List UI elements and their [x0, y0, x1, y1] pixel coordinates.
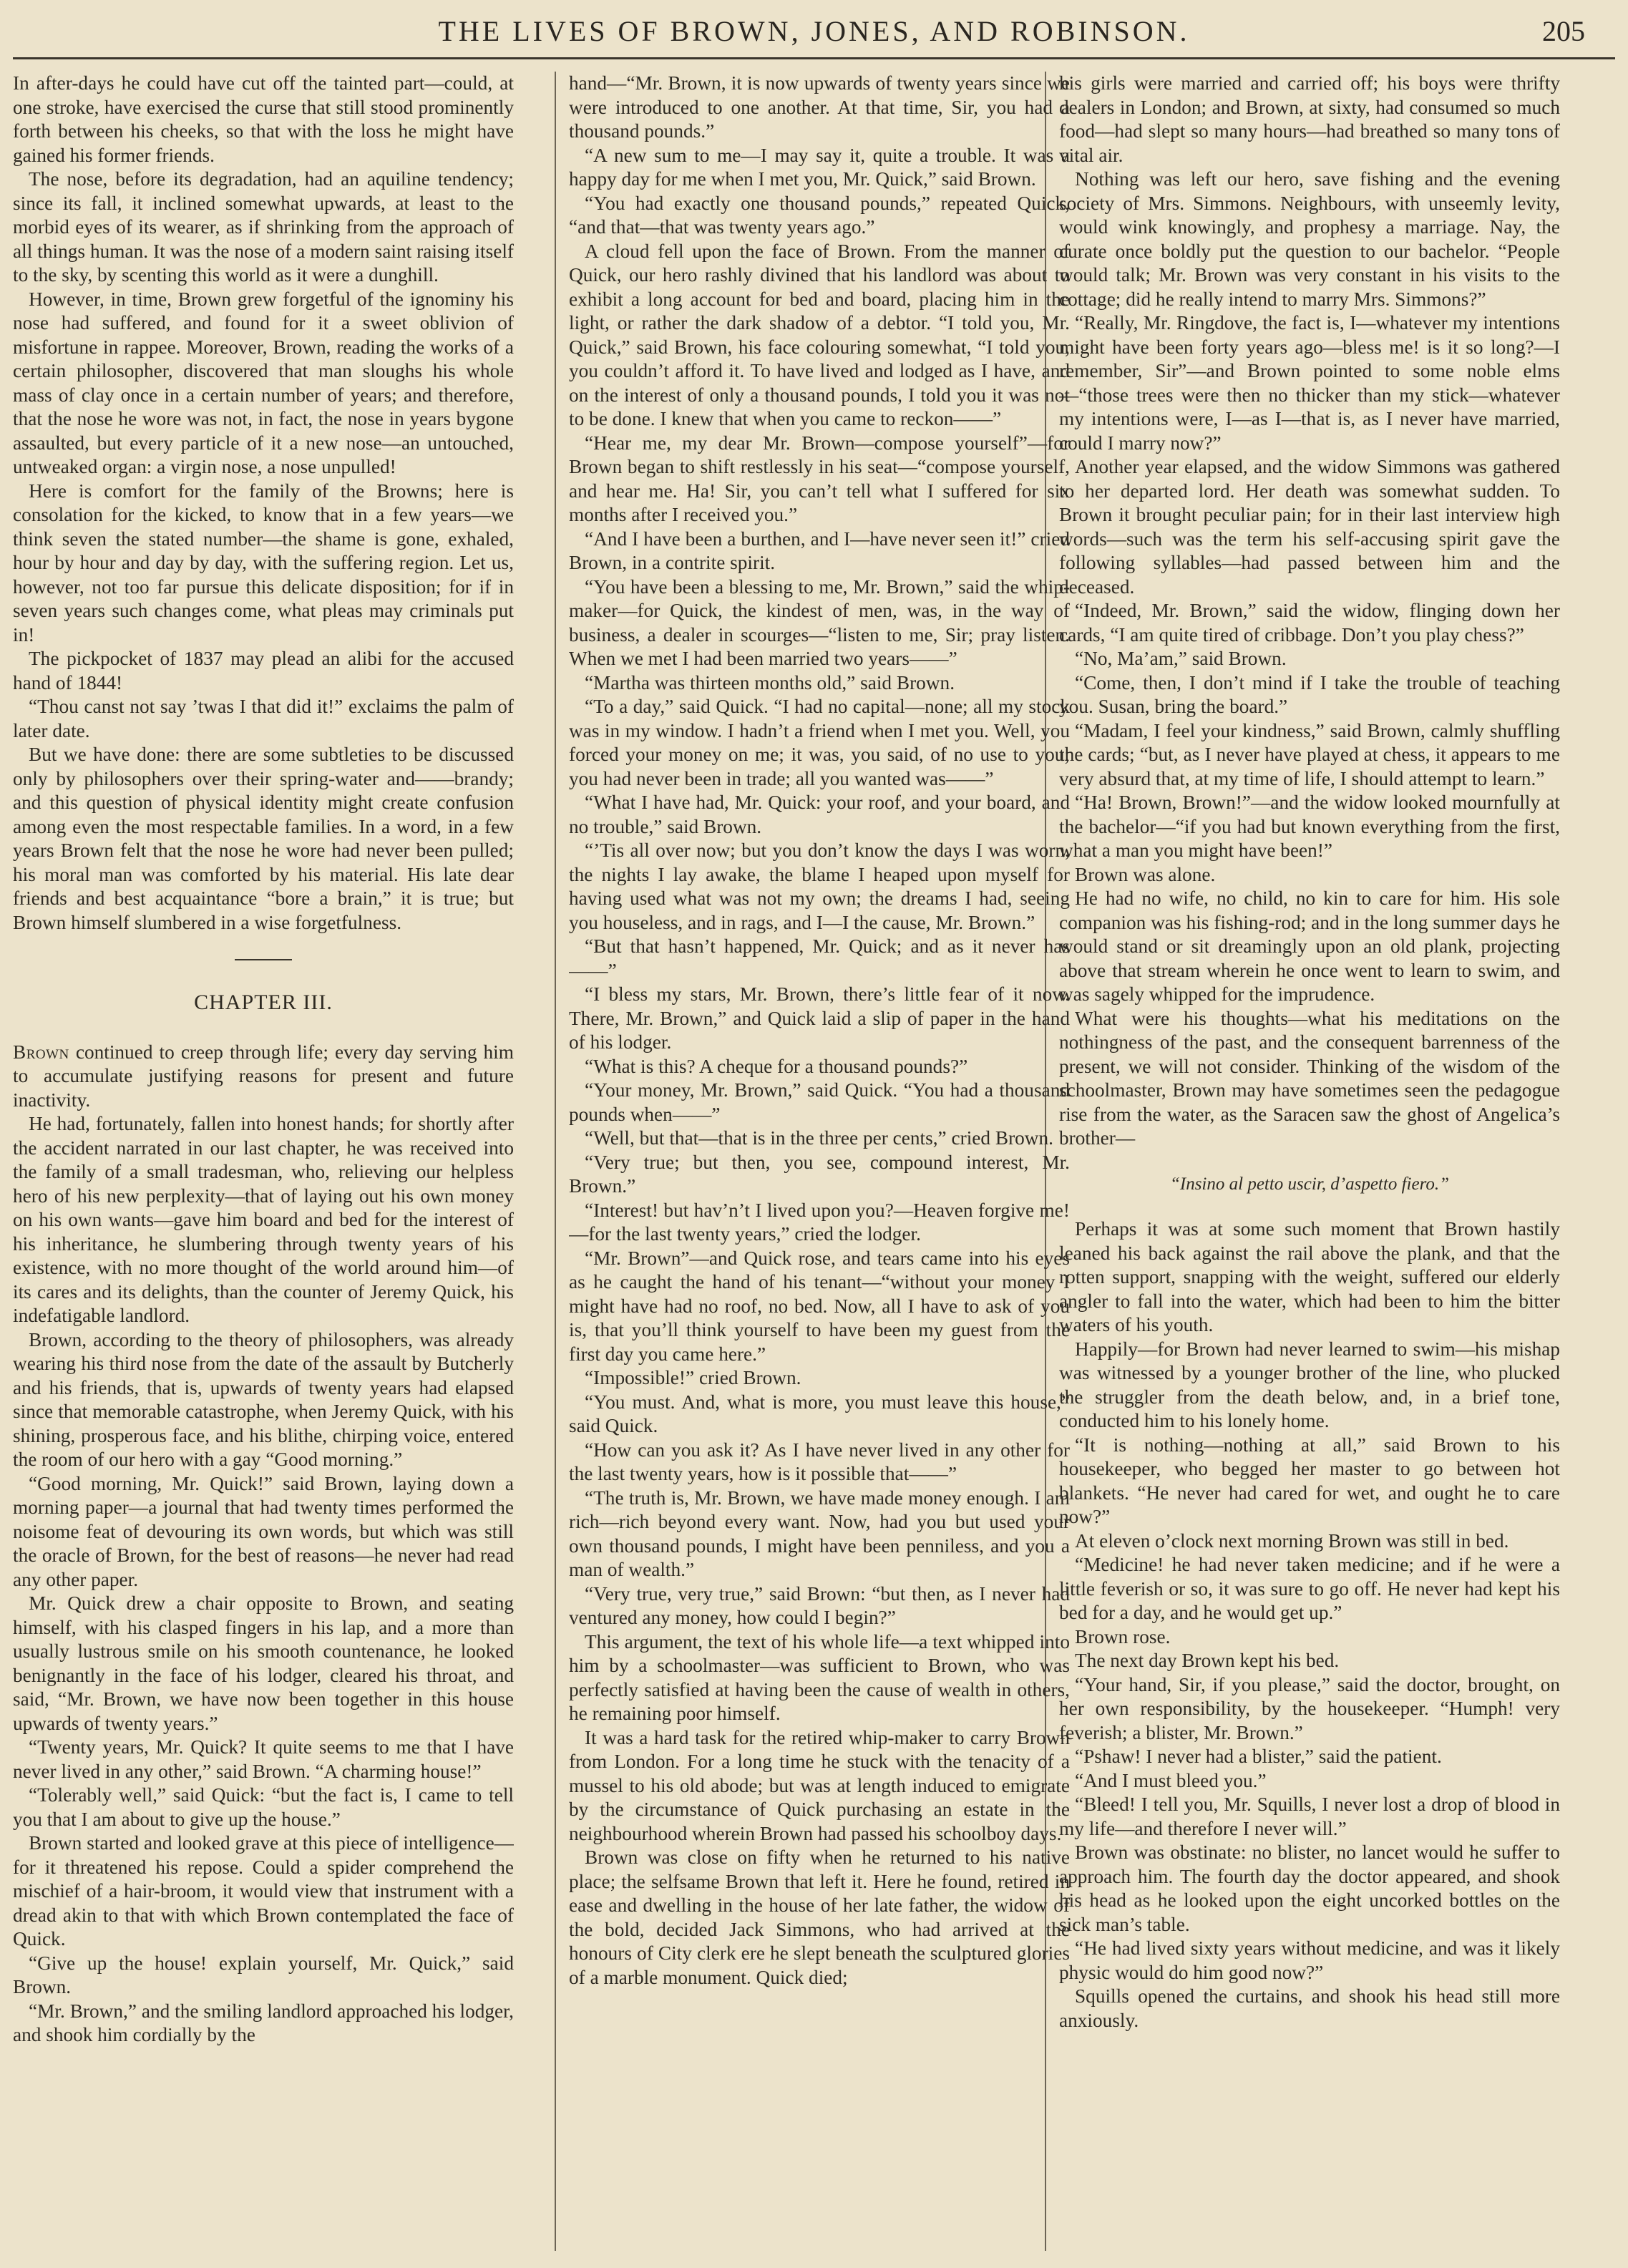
paragraph: He had no wife, no child, no kin to care for him. His sole companion was his fishing-rod; and in the long summer days he would stand or sit dreamingly upon an old plank, projecting above that stream wherein he once went to learn to swim, and was sagely whipped for the imprudence. — [1059, 887, 1560, 1005]
paragraph: “Tolerably well,” said Quick: “but the fact is, I came to tell you that I am about to give up the house.” — [13, 1784, 514, 1830]
paragraph: “To a day,” said Quick. “I had no capital—none; all my stock was in my window. I hadn’t a friend when I met you. Well, you forced your money on me; it was, you said, of no use to you; you had never been in trade; all you wanted was——” — [569, 696, 1070, 789]
paragraph: “Mr. Brown”—and Quick rose, and tears came into his eyes as he caught the hand of his tenant—“without your money I might have had no roof, no bed. Now, all I have to ask of you is, that you’ll think yourself to have been my guest from the first day you came here.” — [569, 1247, 1070, 1365]
paragraph: However, in time, Brown grew forgetful of the ignominy his nose had suffered, and found for it a sweet oblivion of misfortune in rappee. Moreover, Brown, reading the works of a certain philosopher, discovered that man sloughs his whole mass of clay once in a certain number of years; and therefore, that the nose he wore was not, in fact, the nose in years bygone assaulted, but every particle of it a new nose—an untouched, untweaked organ: a virgin nose, a nose unpulled! — [13, 288, 514, 477]
paragraph: “How can you ask it? As I have never lived in any other for the last twenty years, how is it possible that——” — [569, 1439, 1070, 1484]
paragraph: “Impossible!” cried Brown. — [585, 1367, 801, 1388]
paragraph: “Indeed, Mr. Brown,” said the widow, flinging down her cards, “I am quite tired of cribbage. Don’t you play chess?” — [1059, 600, 1560, 646]
paragraph: “But that hasn’t happened, Mr. Quick; and as it never has——” — [569, 935, 1070, 981]
paragraph: Nothing was left our hero, save fishing and the evening society of Mrs. Simmons. Neighbours, with unseemly levity, would wink knowingly, and prophesy a marriage. Nay, the curate once boldly put the question to our bachelor. “People would talk; Mr. Brown was very constant in his visits to the cottage; did he really intend to marry Mrs. Simmons?” — [1059, 168, 1560, 310]
paragraph: This argument, the text of his whole life—a text whipped into him by a schoolmaster—was sufficient to Brown, who was perfectly satisfied at having been the cause of wealth in others, he remaining poor himself. — [569, 1630, 1070, 1724]
paragraph: What were his thoughts—what his meditations on the nothingness of the past, and the consequent barrenness of the present, we will not consider. Thinking of the wisdom of the schoolmaster, Brown may have sometimes seen the pedagogue rise from the water, as the Saracen saw the ghost of Angelica’s brother— — [1059, 1007, 1560, 1149]
column-rule-1 — [555, 72, 556, 2251]
paragraph: But we have done: there are some subtleties to be discussed only by philosophers over their spring-water and——brandy; and this question of physical identity might create confusion among even the most respectable families. In a word, in a few years Brown felt that the nose he wore had never been pulled; his moral man was comforted by his material. His late dear friends and best acquaintance “bore a brain,” it is true; but Brown himself slumbered in a wise forgetfulness. — [13, 744, 514, 933]
paragraph: Brown started and looked grave at this piece of intelligence—for it threatened his repose. Could a spider comprehend the mischief of a hair-broom, it would view that instrument with a dread akin to that with which Brown contemplated the face of Quick. — [13, 1832, 514, 1950]
paragraph: Brown was close on fifty when he returned to his native place; the selfsame Brown that left it. Here he found, retired in ease and dwelling in the house of her late father, the widow of the bold, decided Jack Simmons, who had arrived at the honours of City clerk ere he slept beneath the sculptured glories of a marble monument. Quick died; — [569, 1846, 1070, 1988]
page-number: 205 — [1542, 15, 1585, 47]
paragraph: “And I must bleed you.” — [1075, 1769, 1267, 1791]
paragraph: Perhaps it was at some such moment that Brown hastily leaned his back against the rail above the plank, and that the rotten support, snapping with the weight, suffered our elderly angler to fall into the water, which had been to him the bitter waters of his youth. — [1059, 1218, 1560, 1335]
paragraph: “A new sum to me—I may say it, quite a trouble. It was a happy day for me when I met you, Mr. Quick,” said Brown. — [569, 144, 1070, 190]
paragraph: “Madam, I feel your kindness,” said Brown, calmly shuffling the cards; “but, as I never have played at chess, it appears to me very absurd that, at my time of life, I should attempt to learn.” — [1059, 719, 1560, 789]
paragraph: “Twenty years, Mr. Quick? It quite seems to me that I have never lived in any other,” said Brown. “A charming house!” — [13, 1736, 514, 1782]
paragraph: A cloud fell upon the face of Brown. From the manner of Quick, our hero rashly divined that his landlord was about to exhibit a long account for bed and board, placing him in the light, or rather the dark shadow of a debtor. “I told you, Mr. Quick,” said Brown, his face colouring somewhat, “I told you, you couldn’t afford it. To have lived and lodged as I have, and on the interest of only a thousand pounds, I told you it was not to be done. I knew that when you came to reckon——” — [569, 240, 1070, 429]
paragraph: “You have been a blessing to me, Mr. Brown,” said the whip-maker—for Quick, the kindest of men, was, in the way of business, a dealer in scourges—“listen to me, Sir; pray listen. When we met I had been married two years——” — [569, 575, 1070, 669]
paragraph: “Your money, Mr. Brown,” said Quick. “You had a thousand pounds when——” — [569, 1079, 1070, 1125]
paragraph: “’Tis all over now; but you don’t know the days I was worn, the nights I lay awake, the blame I heaped upon myself for having used what was not my own; the dreams I had, seeing you houseless, and in rags, and I—I the cause, Mr. Brown.” — [569, 839, 1070, 933]
chapter-opening-word: Brown — [13, 1041, 69, 1063]
paragraph: “What I have had, Mr. Quick: your roof, and your board, and no trouble,” said Brown. — [569, 792, 1070, 837]
paragraph: “Ha! Brown, Brown!”—and the widow looked mournfully at the bachelor—“if you had but known everything from the first, what a man you might have been!” — [1059, 792, 1560, 861]
header-rule — [13, 57, 1615, 59]
paragraph: “It is nothing—nothing at all,” said Brown to his housekeeper, who begged her master to go between hot blankets. “He never had cared for wet, and ought he to care now?” — [1059, 1434, 1560, 1527]
text-column-3 — [1059, 72, 1560, 2251]
paragraph: Here is comfort for the family of the Browns; here is consolation for the kicked, to know that in a few years—we think seven the stated number—the shame is gone, exhaled, hour by hour and day by day, with the suffering region. Let us, however, not too far pursue this delicate disposition; for if in seven years such changes come, what pleas may criminals put in! — [13, 480, 514, 646]
paragraph: his girls were married and carried off; his boys were thrifty dealers in London; and Brown, at sixty, had consumed so much food—had slept so many hours—had breathed so many tons of vital air. — [1059, 72, 1560, 166]
paragraph: “Very true, very true,” said Brown: “but then, as I never had ventured any money, how could I begin?” — [569, 1582, 1070, 1628]
paragraph: Brown, according to the theory of philosophers, was already wearing his third nose from the date of the assault by Butcherly and his friends, that is, upwards of twenty years had elapsed since that memorable catastrophe, when Jeremy Quick, with his shining, prosperous face, and his blithe, chirping voice, entered the room of our hero with a gay “Good morning.” — [13, 1328, 514, 1470]
paragraph: “What is this? A cheque for a thousand pounds?” — [585, 1055, 968, 1077]
running-title: THE LIVES OF BROWN, JONES, AND ROBINSON. — [438, 15, 1190, 47]
chapter-opening-paragraph — [13, 1041, 514, 1113]
paragraph: “He had lived sixty years without medicine, and was it likely physic would do him good now?” — [1059, 1937, 1560, 1983]
paragraph: The nose, before its degradation, had an aquiline tendency; since its fall, it inclined somewhat upwards, at least to the morbid eyes of its wearer, as if shrinking from the approach of all things human. It was the nose of a modern saint raising itself to the sky, by scenting this world as it were a dunghill. — [13, 168, 514, 286]
paragraph: In after-days he could have cut off the tainted part—could, at one stroke, have exercised the curse that still stood prominently forth between his cheeks, so that with the loss he might have gained his former friends. — [13, 72, 514, 166]
paragraph: The pickpocket of 1837 may plead an alibi for the accused hand of 1844! — [13, 648, 514, 693]
paragraph: “Hear me, my dear Mr. Brown—compose yourself”—for Brown began to shift restlessly in his seat—“compose yourself, and hear me. Ha! Sir, you can’t tell what I suffered for six months after I received you.” — [569, 432, 1070, 525]
paragraph: “Well, but that—that is in the three per cents,” cried Brown. — [585, 1127, 1053, 1149]
paragraph: “You must. And, what is more, you must leave this house,” said Quick. — [569, 1391, 1070, 1436]
paragraph: “You had exactly one thousand pounds,” repeated Quick, “and that—that was twenty years ago.” — [569, 192, 1070, 238]
chapter-heading: CHAPTER III. — [194, 991, 333, 1014]
paragraph: “Very true; but then, you see, compound interest, Mr. Brown.” — [569, 1151, 1070, 1197]
paragraph: “I bless my stars, Mr. Brown, there’s little fear of it now. There, Mr. Brown,” and Quick laid a slip of paper in the hand of his lodger. — [569, 983, 1070, 1053]
italian-quotation: “Insino al petto uscir, d’aspetto fiero.” — [1169, 1174, 1450, 1194]
paragraph: “Your hand, Sir, if you please,” said the doctor, brought, on her own responsibility, by the housekeeper. “Humph! very feverish; a blister, Mr. Brown.” — [1059, 1673, 1560, 1743]
paragraph: “Bleed! I tell you, Mr. Squills, I never lost a drop of blood in my life—and therefore I never will.” — [1059, 1794, 1560, 1839]
paragraph: “Really, Mr. Ringdove, the fact is, I—whatever my intentions might have been forty years ago—bless me! is it so long?—I remember, Sir”—and Brown pointed to some noble elms—“those trees were then no thicker than my stick—whatever my intentions were, I—as I—that is, as I never have married, could I marry now?” — [1059, 312, 1560, 454]
paragraph: “Pshaw! I never had a blister,” said the patient. — [1075, 1746, 1442, 1767]
paragraph: Brown rose. — [1075, 1625, 1171, 1648]
paragraph: He had, fortunately, fallen into honest hands; for shortly after the accident narrated in our last chapter, he was received into the family of a small tradesman, who, relieving our helpless hero of his new perplexity—that of laying out his own money on his own wants—gave him board and bed for the interest of his inheritance, he slumbering through twenty years of his existence, with no more thought of the world around him—of its cares and its delights, than the counter of Jeremy Quick, his indefatigable landlord. — [13, 1113, 514, 1326]
paragraph: “Give up the house! explain yourself, Mr. Quick,” said Brown. — [13, 1952, 514, 1997]
section-divider — [235, 959, 292, 960]
paragraph: “Thou canst not say ’twas I that did it!” exclaims the palm of later date. — [13, 696, 514, 741]
paragraph: “And I have been a burthen, and I—have never seen it!” cried Brown, in a contrite spirit. — [569, 527, 1070, 573]
paragraph: “Mr. Brown,” and the smiling landlord approached his lodger, and shook him cordially by the — [13, 2000, 514, 2045]
paragraph: “Good morning, Mr. Quick!” said Brown, laying down a morning paper—a journal that had twenty times performed the noisome feat of devouring its own words, but which was still the oracle of Brown, for the best of reasons—he never had read any other paper. — [13, 1472, 514, 1590]
paragraph: Squills opened the curtains, and shook his head still more anxiously. — [1059, 1985, 1560, 2031]
paragraph: At eleven o’clock next morning Brown was still in bed. — [1075, 1529, 1509, 1552]
paragraph: Mr. Quick drew a chair opposite to Brown, and seating himself, with his clasped fingers in his lap, and a more than usually lustrous smile on his smooth countenance, he looked benignantly in the face of his lodger, cleared his throat, and said, “Mr. Brown, we have now been together in this house upwards of twenty years.” — [13, 1592, 514, 1734]
paragraph: “Interest! but hav’n’t I lived upon you?—Heaven forgive me!—for the last twenty years,” cried the lodger. — [569, 1199, 1070, 1245]
text-column-1 — [13, 72, 514, 2251]
chapter-opening-text: continued to creep through life; every day serving him to accumulate justifying reasons for present and future inactivity. — [13, 1041, 514, 1111]
paragraph: “Come, then, I don’t mind if I take the trouble of teaching you. Susan, bring the board.” — [1059, 671, 1560, 717]
paragraph: Brown was alone. — [1075, 863, 1216, 885]
paragraph: It was a hard task for the retired whip-maker to carry Brown from London. For a long time he stuck with the tenacity of a mussel to his old abode; but was at length induced to emigrate by the circumstance of Quick purchasing an estate in the neighbourhood wherein Brown had passed his schoolboy days. — [569, 1726, 1070, 1844]
paragraph: “The truth is, Mr. Brown, we have made money enough. I am rich—rich beyond every want. Now, had you but used your own thousand pounds, I might have been penniless, and you a man of wealth.” — [569, 1486, 1070, 1580]
paragraph: Happily—for Brown had never learned to swim—his mishap was witnessed by a younger brother of the line, who plucked the struggler from the death below, and, in a brief tone, conducted him to his lonely home. — [1059, 1338, 1560, 1431]
paragraph: hand—“Mr. Brown, it is now upwards of twenty years since we were introduced to one another. At that time, Sir, you had a thousand pounds.” — [569, 72, 1070, 142]
text-column-2 — [569, 72, 1070, 2251]
paragraph: “No, Ma’am,” said Brown. — [1075, 648, 1287, 669]
paragraph: Another year elapsed, and the widow Simmons was gathered to her departed lord. Her death was somewhat sudden. To Brown it brought peculiar pain; for in their last interview high words—such was the term his self-accusing spirit gave the following syllables—had passed between him and the deceased. — [1059, 456, 1560, 598]
paragraph: Brown was obstinate: no blister, no lancet would he suffer to approach him. The fourth day the doctor appeared, and shook his head as he looked upon the eight uncorked bottles on the sick man’s table. — [1059, 1841, 1560, 1935]
paragraph: “Medicine! he had never taken medicine; and if he were a little feverish or so, it was sure to go off. He never had kept his bed for a day, and he would get up.” — [1059, 1554, 1560, 1623]
paragraph: The next day Brown kept his bed. — [1075, 1650, 1340, 1671]
paragraph: “Martha was thirteen months old,” said Brown. — [585, 671, 955, 693]
